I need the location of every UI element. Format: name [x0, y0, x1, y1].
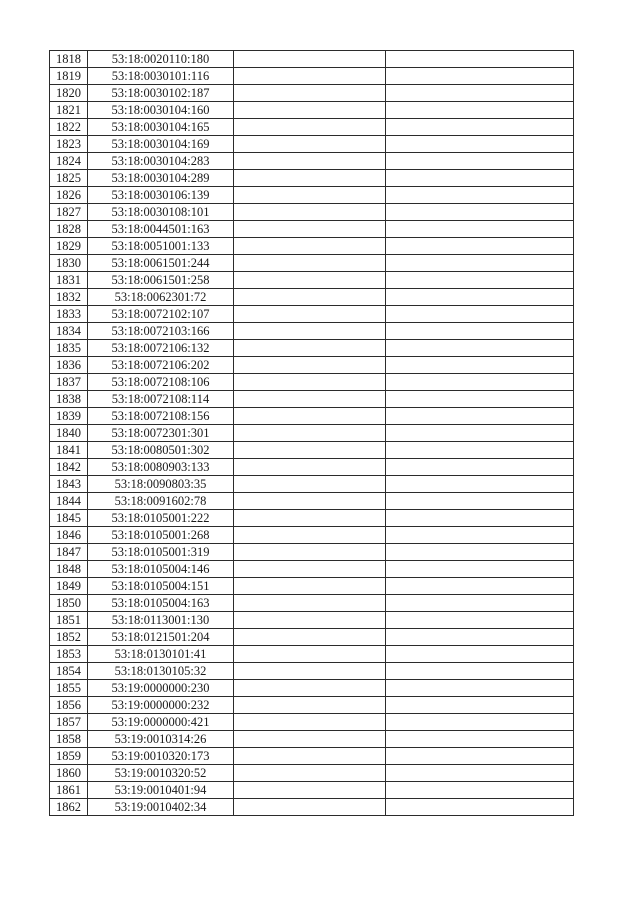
cadastral-number-cell: 53:18:0121501:204 [88, 629, 234, 646]
cadastral-number-cell: 53:19:0010320:173 [88, 748, 234, 765]
empty-cell [386, 391, 574, 408]
empty-cell [234, 561, 386, 578]
row-number-cell: 1859 [50, 748, 88, 765]
empty-cell [234, 170, 386, 187]
table-row [50, 221, 574, 238]
empty-cell [234, 119, 386, 136]
cadastral-number-cell: 53:18:0105004:151 [88, 578, 234, 595]
empty-cell [386, 629, 574, 646]
table-row [50, 323, 574, 340]
empty-cell [234, 510, 386, 527]
table-row [50, 204, 574, 221]
empty-cell [234, 476, 386, 493]
empty-cell [386, 612, 574, 629]
cadastral-number-cell: 53:18:0030104:289 [88, 170, 234, 187]
empty-cell [386, 102, 574, 119]
empty-cell [386, 357, 574, 374]
empty-cell [386, 714, 574, 731]
empty-cell [234, 51, 386, 68]
row-number-cell: 1840 [50, 425, 88, 442]
empty-cell [234, 221, 386, 238]
row-number-cell: 1845 [50, 510, 88, 527]
table-row [50, 136, 574, 153]
empty-cell [386, 442, 574, 459]
row-number-cell: 1850 [50, 595, 88, 612]
empty-cell [234, 629, 386, 646]
empty-cell [234, 340, 386, 357]
cadastral-number-cell: 53:18:0072301:301 [88, 425, 234, 442]
cadastral-number-cell: 53:18:0091602:78 [88, 493, 234, 510]
cadastral-number-cell: 53:19:0000000:232 [88, 697, 234, 714]
empty-cell [386, 340, 574, 357]
empty-cell [234, 68, 386, 85]
cadastral-number-cell: 53:18:0030101:116 [88, 68, 234, 85]
empty-cell [386, 374, 574, 391]
empty-cell [386, 697, 574, 714]
empty-cell [386, 578, 574, 595]
row-number-cell: 1846 [50, 527, 88, 544]
table-row [50, 357, 574, 374]
empty-cell [386, 663, 574, 680]
table-row [50, 187, 574, 204]
empty-cell [234, 544, 386, 561]
empty-cell [386, 459, 574, 476]
empty-cell [234, 272, 386, 289]
empty-cell [386, 136, 574, 153]
table-row [50, 595, 574, 612]
empty-cell [234, 459, 386, 476]
cadastral-number-cell: 53:18:0113001:130 [88, 612, 234, 629]
table-row [50, 459, 574, 476]
row-number-cell: 1822 [50, 119, 88, 136]
row-number-cell: 1818 [50, 51, 88, 68]
row-number-cell: 1843 [50, 476, 88, 493]
cadastral-number-cell: 53:18:0030108:101 [88, 204, 234, 221]
empty-cell [234, 714, 386, 731]
empty-cell [234, 697, 386, 714]
cadastral-number-cell: 53:18:0105004:163 [88, 595, 234, 612]
cadastral-number-cell: 53:18:0072108:114 [88, 391, 234, 408]
empty-cell [386, 595, 574, 612]
empty-cell [234, 442, 386, 459]
cadastral-number-cell: 53:19:0010314:26 [88, 731, 234, 748]
table-row [50, 425, 574, 442]
empty-cell [234, 782, 386, 799]
cadastral-number-cell: 53:18:0080903:133 [88, 459, 234, 476]
table-row [50, 340, 574, 357]
table-row [50, 391, 574, 408]
table-row [50, 442, 574, 459]
cadastral-number-cell: 53:19:0000000:230 [88, 680, 234, 697]
empty-cell [386, 510, 574, 527]
empty-cell [234, 187, 386, 204]
row-number-cell: 1844 [50, 493, 88, 510]
row-number-cell: 1829 [50, 238, 88, 255]
table-row [50, 782, 574, 799]
cadastral-number-cell: 53:18:0062301:72 [88, 289, 234, 306]
table-row [50, 374, 574, 391]
empty-cell [386, 646, 574, 663]
empty-cell [234, 289, 386, 306]
table-row [50, 255, 574, 272]
empty-cell [234, 136, 386, 153]
empty-cell [234, 238, 386, 255]
row-number-cell: 1823 [50, 136, 88, 153]
empty-cell [234, 731, 386, 748]
row-number-cell: 1837 [50, 374, 88, 391]
cadastral-number-cell: 53:18:0061501:258 [88, 272, 234, 289]
cadastral-number-cell: 53:18:0072108:156 [88, 408, 234, 425]
cadastral-number-cell: 53:18:0061501:244 [88, 255, 234, 272]
register-table-body [50, 51, 574, 816]
row-number-cell: 1857 [50, 714, 88, 731]
empty-cell [386, 170, 574, 187]
cadastral-number-cell: 53:18:0072108:106 [88, 374, 234, 391]
table-row [50, 748, 574, 765]
empty-cell [386, 51, 574, 68]
table-row [50, 85, 574, 102]
empty-cell [386, 68, 574, 85]
table-row [50, 119, 574, 136]
table-row [50, 714, 574, 731]
row-number-cell: 1834 [50, 323, 88, 340]
cadastral-number-cell: 53:18:0072106:132 [88, 340, 234, 357]
empty-cell [234, 493, 386, 510]
empty-cell [386, 561, 574, 578]
table-row [50, 306, 574, 323]
row-number-cell: 1830 [50, 255, 88, 272]
table-row [50, 561, 574, 578]
empty-cell [386, 748, 574, 765]
row-number-cell: 1827 [50, 204, 88, 221]
row-number-cell: 1851 [50, 612, 88, 629]
empty-cell [386, 527, 574, 544]
empty-cell [234, 408, 386, 425]
empty-cell [386, 680, 574, 697]
row-number-cell: 1856 [50, 697, 88, 714]
row-number-cell: 1828 [50, 221, 88, 238]
table-row [50, 408, 574, 425]
empty-cell [234, 612, 386, 629]
empty-cell [234, 204, 386, 221]
empty-cell [234, 595, 386, 612]
empty-cell [386, 153, 574, 170]
empty-cell [234, 323, 386, 340]
row-number-cell: 1835 [50, 340, 88, 357]
row-number-cell: 1853 [50, 646, 88, 663]
table-row [50, 765, 574, 782]
row-number-cell: 1831 [50, 272, 88, 289]
empty-cell [386, 255, 574, 272]
row-number-cell: 1860 [50, 765, 88, 782]
cadastral-number-cell: 53:18:0105004:146 [88, 561, 234, 578]
empty-cell [386, 731, 574, 748]
cadastral-number-cell: 53:19:0010320:52 [88, 765, 234, 782]
empty-cell [386, 289, 574, 306]
empty-cell [234, 425, 386, 442]
table-row [50, 731, 574, 748]
empty-cell [386, 493, 574, 510]
empty-cell [386, 408, 574, 425]
empty-cell [386, 272, 574, 289]
row-number-cell: 1833 [50, 306, 88, 323]
empty-cell [234, 255, 386, 272]
row-number-cell: 1825 [50, 170, 88, 187]
cadastral-number-cell: 53:18:0030104:160 [88, 102, 234, 119]
row-number-cell: 1838 [50, 391, 88, 408]
cadastral-number-cell: 53:18:0072102:107 [88, 306, 234, 323]
table-row [50, 663, 574, 680]
cadastral-number-cell: 53:18:0072106:202 [88, 357, 234, 374]
row-number-cell: 1832 [50, 289, 88, 306]
table-row [50, 799, 574, 816]
empty-cell [386, 425, 574, 442]
cadastral-number-cell: 53:18:0030102:187 [88, 85, 234, 102]
empty-cell [386, 799, 574, 816]
cadastral-number-cell: 53:18:0130105:32 [88, 663, 234, 680]
cadastral-number-cell: 53:18:0030106:139 [88, 187, 234, 204]
table-row [50, 612, 574, 629]
table-row [50, 102, 574, 119]
table-row [50, 527, 574, 544]
row-number-cell: 1858 [50, 731, 88, 748]
row-number-cell: 1836 [50, 357, 88, 374]
empty-cell [234, 527, 386, 544]
table-row [50, 170, 574, 187]
empty-cell [234, 85, 386, 102]
empty-cell [234, 153, 386, 170]
row-number-cell: 1821 [50, 102, 88, 119]
cadastral-number-cell: 53:18:0072103:166 [88, 323, 234, 340]
row-number-cell: 1852 [50, 629, 88, 646]
table-row [50, 153, 574, 170]
cadastral-number-cell: 53:18:0030104:169 [88, 136, 234, 153]
table-row [50, 51, 574, 68]
empty-cell [234, 799, 386, 816]
cadastral-number-cell: 53:19:0000000:421 [88, 714, 234, 731]
row-number-cell: 1819 [50, 68, 88, 85]
empty-cell [234, 374, 386, 391]
cadastral-number-cell: 53:19:0010401:94 [88, 782, 234, 799]
empty-cell [386, 187, 574, 204]
table-row [50, 272, 574, 289]
cadastral-number-cell: 53:18:0020110:180 [88, 51, 234, 68]
table-row [50, 493, 574, 510]
empty-cell [234, 102, 386, 119]
table-row [50, 68, 574, 85]
cadastral-number-cell: 53:18:0105001:268 [88, 527, 234, 544]
row-number-cell: 1826 [50, 187, 88, 204]
empty-cell [234, 765, 386, 782]
row-number-cell: 1847 [50, 544, 88, 561]
row-number-cell: 1854 [50, 663, 88, 680]
empty-cell [386, 782, 574, 799]
empty-cell [234, 646, 386, 663]
empty-cell [386, 765, 574, 782]
empty-cell [386, 323, 574, 340]
empty-cell [386, 221, 574, 238]
table-row [50, 697, 574, 714]
empty-cell [234, 391, 386, 408]
empty-cell [386, 476, 574, 493]
cadastral-number-cell: 53:18:0105001:222 [88, 510, 234, 527]
cadastral-number-cell: 53:18:0080501:302 [88, 442, 234, 459]
cadastral-number-cell: 53:18:0090803:35 [88, 476, 234, 493]
empty-cell [234, 306, 386, 323]
table-row [50, 680, 574, 697]
row-number-cell: 1841 [50, 442, 88, 459]
cadastral-number-cell: 53:18:0130101:41 [88, 646, 234, 663]
cadastral-number-cell: 53:18:0105001:319 [88, 544, 234, 561]
table-row [50, 238, 574, 255]
table-row [50, 476, 574, 493]
empty-cell [234, 680, 386, 697]
empty-cell [386, 306, 574, 323]
row-number-cell: 1824 [50, 153, 88, 170]
table-row [50, 510, 574, 527]
table-row [50, 289, 574, 306]
empty-cell [234, 357, 386, 374]
cadastral-number-cell: 53:19:0010402:34 [88, 799, 234, 816]
empty-cell [386, 238, 574, 255]
row-number-cell: 1861 [50, 782, 88, 799]
table-row [50, 646, 574, 663]
empty-cell [234, 748, 386, 765]
empty-cell [386, 544, 574, 561]
table-row [50, 629, 574, 646]
row-number-cell: 1849 [50, 578, 88, 595]
row-number-cell: 1862 [50, 799, 88, 816]
cadastral-register-table [49, 50, 574, 816]
row-number-cell: 1842 [50, 459, 88, 476]
empty-cell [234, 663, 386, 680]
row-number-cell: 1820 [50, 85, 88, 102]
empty-cell [234, 578, 386, 595]
row-number-cell: 1839 [50, 408, 88, 425]
empty-cell [386, 119, 574, 136]
empty-cell [386, 85, 574, 102]
cadastral-number-cell: 53:18:0030104:283 [88, 153, 234, 170]
cadastral-number-cell: 53:18:0044501:163 [88, 221, 234, 238]
row-number-cell: 1855 [50, 680, 88, 697]
cadastral-number-cell: 53:18:0051001:133 [88, 238, 234, 255]
table-row [50, 544, 574, 561]
cadastral-number-cell: 53:18:0030104:165 [88, 119, 234, 136]
row-number-cell: 1848 [50, 561, 88, 578]
table-row [50, 578, 574, 595]
empty-cell [386, 204, 574, 221]
